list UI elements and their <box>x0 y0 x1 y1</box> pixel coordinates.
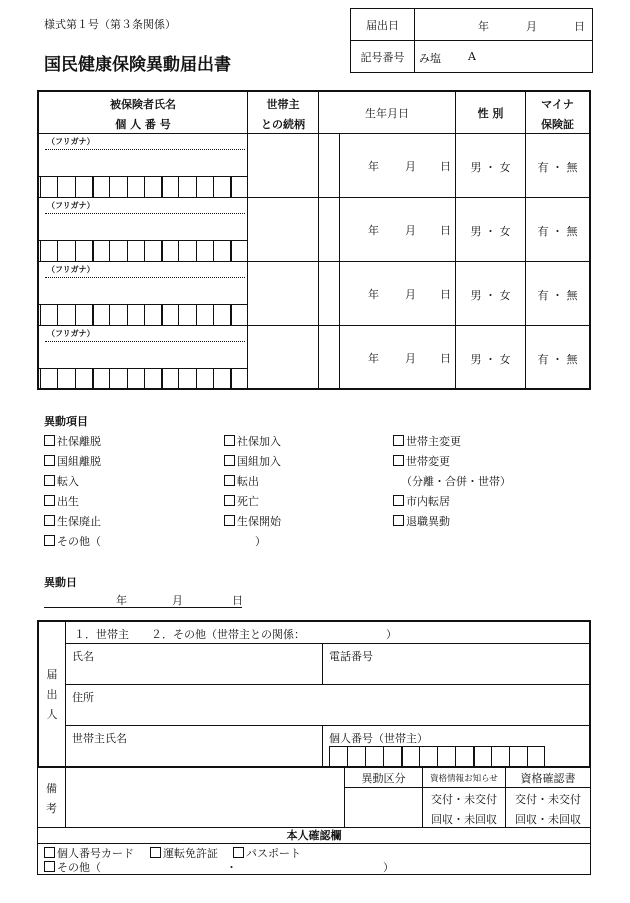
notice-issued[interactable] <box>423 791 505 807</box>
notice-collected[interactable] <box>423 811 505 827</box>
furigana-line <box>45 341 245 342</box>
checkbox[interactable] <box>44 515 55 526</box>
change-item[interactable] <box>393 513 450 529</box>
change-item-label: 社保離脱 <box>57 435 101 448</box>
relation-close: ） <box>386 628 397 641</box>
card-options: 有 ・ 無 <box>537 161 578 174</box>
member-gender-cell[interactable] <box>456 326 526 389</box>
header-gender: 性 別 <box>456 92 526 134</box>
checkbox[interactable] <box>224 455 235 466</box>
member-name-cell[interactable] <box>39 198 248 262</box>
number-cell[interactable] <box>509 746 527 766</box>
name-label: 氏名 <box>72 650 94 663</box>
birth-year: 年 <box>368 288 379 301</box>
change-item-label: 死亡 <box>237 495 259 508</box>
relation-text: １．世帯主 ２．その他（世帯主との関係： <box>74 628 305 641</box>
number-cell-divider <box>161 369 163 390</box>
change-type-label: 異動区分 <box>345 768 423 788</box>
cert-issued-text: 交付・未交付 <box>515 793 581 806</box>
identity-opt3-label: パスポート <box>246 847 301 860</box>
number-cell-divider <box>213 369 214 390</box>
member-name-cell[interactable] <box>39 262 248 326</box>
identity-other-label: その他（ <box>57 861 101 874</box>
address-field[interactable] <box>66 685 589 726</box>
change-item[interactable] <box>393 453 450 469</box>
code-letter: A <box>468 50 476 63</box>
filing-month: 月 <box>526 20 537 33</box>
change-item[interactable] <box>224 453 281 469</box>
number-cell-divider <box>196 241 197 262</box>
code-prefix: み塩 <box>419 52 441 65</box>
remarks-field[interactable] <box>66 768 345 827</box>
change-item-other[interactable] <box>44 533 101 549</box>
member-name-cell[interactable] <box>39 134 248 198</box>
change-items-grid <box>44 433 604 533</box>
checkbox[interactable] <box>393 435 404 446</box>
change-item-label: 生保廃止 <box>57 515 101 528</box>
header-name-bottom: 個 人 番 号 <box>115 118 171 131</box>
header-birth: 生年月日 <box>319 92 456 134</box>
header-relation-top: 世帯主 <box>266 98 300 111</box>
member-relation-cell[interactable] <box>248 134 319 198</box>
number-cell-divider <box>213 177 214 198</box>
card-options: 有 ・ 無 <box>537 289 578 302</box>
header-name <box>39 92 248 134</box>
identity-opt1-label: 個人番号カード <box>57 847 134 860</box>
identity-opt2-label: 運転免許証 <box>163 847 218 860</box>
code-field[interactable] <box>415 41 592 72</box>
member-relation-cell[interactable] <box>248 198 319 262</box>
filing-date-label: 届出日 <box>351 9 415 41</box>
gender-options: 男 ・ 女 <box>470 225 511 238</box>
header-card <box>526 92 589 134</box>
number-cell-divider <box>178 369 179 390</box>
change-items-heading: 異動項目 <box>44 415 88 428</box>
change-date-year: 年 <box>116 594 127 607</box>
number-cell-divider <box>75 177 76 198</box>
number-cell[interactable] <box>455 746 473 766</box>
header-relation <box>248 92 319 134</box>
number-cell-divider <box>109 305 110 326</box>
card-options: 有 ・ 無 <box>537 353 578 366</box>
member-card-cell[interactable] <box>526 262 589 326</box>
change-item-label: 出生 <box>57 495 79 508</box>
checkbox[interactable] <box>393 515 404 526</box>
member-relation-cell[interactable] <box>248 262 319 326</box>
checkbox[interactable] <box>224 475 235 486</box>
number-cell-divider <box>75 305 76 326</box>
member-number-cells[interactable] <box>39 368 247 390</box>
change-item[interactable] <box>44 473 79 489</box>
number-cell-divider <box>127 369 128 390</box>
cert-label: 資格確認書 <box>506 768 590 788</box>
head-name-label: 世帯主氏名 <box>72 732 127 745</box>
member-name-cell[interactable] <box>39 326 248 389</box>
number-cell[interactable] <box>383 746 401 766</box>
header-card-top: マイナ <box>541 98 574 111</box>
number-cell-divider <box>161 177 163 198</box>
header-card-bottom: 保険証 <box>541 118 574 131</box>
member-birth-cell[interactable] <box>319 134 456 198</box>
checkbox[interactable] <box>44 495 55 506</box>
cert-collected-text: 回収・未回収 <box>515 813 581 826</box>
change-item-label: 転入 <box>57 475 79 488</box>
era-divider <box>339 134 340 197</box>
checkbox[interactable] <box>224 515 235 526</box>
member-gender-cell[interactable] <box>456 262 526 326</box>
change-item-label: 生保開始 <box>237 515 281 528</box>
remarks-side-bottom: 考 <box>46 802 57 815</box>
number-cell[interactable] <box>347 746 365 766</box>
change-item-label: 国組離脱 <box>57 455 101 468</box>
member-gender-cell[interactable] <box>456 198 526 262</box>
number-cell-divider <box>92 305 94 326</box>
applicant-side-2: 出 <box>46 688 58 701</box>
number-cell-divider <box>57 305 58 326</box>
gender-options: 男 ・ 女 <box>470 353 511 366</box>
number-cell-divider <box>213 241 214 262</box>
change-item-label: （分離・合併・世帯） <box>401 475 511 488</box>
change-item[interactable] <box>224 433 281 449</box>
filing-year: 年 <box>478 20 489 33</box>
checkbox[interactable] <box>44 861 55 872</box>
number-cell-divider <box>109 369 110 390</box>
notice-label: 資格情報お知らせ <box>423 768 506 788</box>
member-card-cell[interactable] <box>526 326 589 389</box>
change-item-other-close: ） <box>255 535 266 548</box>
number-cell[interactable] <box>527 746 545 766</box>
cert-collected[interactable] <box>506 811 590 827</box>
number-cell-divider <box>178 305 179 326</box>
number-cell-divider <box>178 241 179 262</box>
birth-day: 日 <box>440 352 451 365</box>
number-cell-divider <box>144 305 145 326</box>
checkbox[interactable] <box>224 435 235 446</box>
birth-month: 月 <box>405 160 416 173</box>
page-title: 国民健康保険異動届出書 <box>44 55 231 75</box>
number-cell-divider <box>57 241 58 262</box>
number-cell[interactable] <box>401 746 419 766</box>
number-cell-divider <box>161 241 163 262</box>
number-cell-divider <box>144 241 145 262</box>
checkbox[interactable] <box>44 435 55 446</box>
identity-heading: 本人確認欄 <box>38 828 590 844</box>
checkbox[interactable] <box>44 475 55 486</box>
change-item-label: 世帯主変更 <box>406 435 461 448</box>
birth-year: 年 <box>368 160 379 173</box>
number-cell-divider <box>178 177 179 198</box>
number-cell-divider <box>75 241 76 262</box>
change-item[interactable] <box>224 493 259 509</box>
head-name-field[interactable] <box>66 726 323 766</box>
number-cell[interactable] <box>329 746 347 766</box>
era-divider <box>339 326 340 389</box>
number-cell-divider <box>57 369 58 390</box>
furigana-label: （フリガナ） <box>47 264 95 274</box>
change-item-label: 市内転居 <box>406 495 450 508</box>
number-cell-divider <box>213 305 214 326</box>
change-item-label: 国組加入 <box>237 455 281 468</box>
birth-day: 日 <box>440 288 451 301</box>
birth-month: 月 <box>405 224 416 237</box>
member-table <box>37 90 591 390</box>
change-type-field[interactable] <box>345 788 423 827</box>
number-cell-divider <box>57 177 58 198</box>
form-number: 様式第１号（第３条関係） <box>44 18 176 31</box>
change-item-label: 転出 <box>237 475 259 488</box>
member-card-cell[interactable] <box>526 134 589 198</box>
identity-opt2[interactable] <box>150 845 218 861</box>
furigana-line <box>45 277 245 278</box>
furigana-label: （フリガナ） <box>47 200 95 210</box>
checkbox[interactable] <box>393 455 404 466</box>
filing-day: 日 <box>574 20 585 33</box>
change-item-label: 世帯変更 <box>406 455 450 468</box>
number-cell-divider <box>127 177 128 198</box>
number-cell-divider <box>230 241 232 262</box>
change-date-month: 月 <box>172 594 183 607</box>
number-cell-divider <box>230 369 232 390</box>
birth-year: 年 <box>368 224 379 237</box>
gender-options: 男 ・ 女 <box>470 289 511 302</box>
change-date-field[interactable] <box>44 592 242 608</box>
change-item <box>401 473 511 489</box>
furigana-label: （フリガナ） <box>47 136 95 146</box>
filing-box <box>350 8 593 73</box>
furigana-line <box>45 149 245 150</box>
member-number-cells[interactable] <box>39 240 247 262</box>
member-number-cells[interactable] <box>39 176 247 198</box>
applicant-box <box>37 620 591 768</box>
identity-opt3[interactable] <box>233 845 301 861</box>
number-cell-divider <box>144 369 145 390</box>
identity-dot: ・ <box>226 861 237 874</box>
member-card-cell[interactable] <box>526 198 589 262</box>
change-item[interactable] <box>224 473 259 489</box>
furigana-label: （フリガナ） <box>47 328 95 338</box>
era-divider <box>339 198 340 261</box>
relation-row[interactable] <box>66 622 589 644</box>
remarks-side-top: 備 <box>46 782 57 795</box>
member-birth-cell[interactable] <box>319 326 456 389</box>
number-cell-divider <box>230 305 232 326</box>
number-cell-divider <box>196 369 197 390</box>
number-cell-divider <box>109 177 110 198</box>
identity-close: ） <box>383 861 394 874</box>
member-relation-cell[interactable] <box>248 326 319 389</box>
number-cell-divider <box>75 369 76 390</box>
notice-issued-text: 交付・未交付 <box>431 793 497 806</box>
card-options: 有 ・ 無 <box>537 225 578 238</box>
change-item-other-label: その他（ <box>57 535 101 548</box>
number-cell-divider <box>127 241 128 262</box>
change-item[interactable] <box>44 493 79 509</box>
number-cell-divider <box>40 369 41 390</box>
change-item[interactable] <box>44 513 101 529</box>
number-cell[interactable] <box>473 746 491 766</box>
identity-other[interactable] <box>44 859 101 875</box>
number-cell-divider <box>92 241 94 262</box>
number-cell-divider <box>230 177 232 198</box>
number-cell-divider <box>40 305 41 326</box>
identity-box <box>37 828 591 875</box>
checkbox[interactable] <box>44 847 55 858</box>
address-label: 住所 <box>72 691 94 704</box>
member-gender-cell[interactable] <box>456 134 526 198</box>
number-cell[interactable] <box>419 746 437 766</box>
head-number-label: 個人番号（世帯主） <box>329 732 428 745</box>
number-cell[interactable] <box>437 746 455 766</box>
head-number-field[interactable] <box>323 726 589 766</box>
member-number-cells[interactable] <box>39 304 247 326</box>
number-cell-divider <box>144 177 145 198</box>
applicant-side-3: 人 <box>46 708 58 721</box>
code-label: 記号番号 <box>351 41 415 72</box>
number-cell-divider <box>196 305 197 326</box>
applicant-side-1: 届 <box>46 668 58 681</box>
era-divider <box>339 262 340 325</box>
checkbox[interactable] <box>393 495 404 506</box>
checkbox[interactable] <box>150 847 161 858</box>
number-cell-divider <box>109 241 110 262</box>
gender-options: 男 ・ 女 <box>470 161 511 174</box>
number-cell-divider <box>40 177 41 198</box>
change-item[interactable] <box>393 433 461 449</box>
number-cell-divider <box>127 305 128 326</box>
applicant-side <box>39 622 66 766</box>
change-item[interactable] <box>44 453 101 469</box>
number-cell-divider <box>40 241 41 262</box>
number-cell-divider <box>92 369 94 390</box>
birth-day: 日 <box>440 224 451 237</box>
remarks-side <box>38 768 66 827</box>
name-field[interactable] <box>66 644 323 685</box>
change-date-heading: 異動日 <box>44 576 77 589</box>
header-name-top: 被保険者氏名 <box>110 98 176 111</box>
change-item-label: 社保加入 <box>237 435 281 448</box>
checkbox[interactable] <box>44 455 55 466</box>
change-date-day: 日 <box>232 594 243 607</box>
birth-year: 年 <box>368 352 379 365</box>
number-cell[interactable] <box>491 746 509 766</box>
change-item[interactable] <box>224 513 281 529</box>
remarks-box <box>37 768 591 828</box>
number-cell-divider <box>92 177 94 198</box>
member-birth-cell[interactable] <box>319 198 456 262</box>
checkbox[interactable] <box>224 495 235 506</box>
number-cell-divider <box>196 177 197 198</box>
number-cell[interactable] <box>365 746 383 766</box>
phone-field[interactable] <box>323 644 589 685</box>
notice-collected-text: 回収・未回収 <box>431 813 497 826</box>
filing-date-field[interactable] <box>415 9 592 41</box>
furigana-line <box>45 213 245 214</box>
checkbox[interactable] <box>44 535 55 546</box>
change-item[interactable] <box>393 493 450 509</box>
number-cell-divider <box>161 305 163 326</box>
birth-day: 日 <box>440 160 451 173</box>
cert-issued[interactable] <box>506 791 590 807</box>
member-birth-cell[interactable] <box>319 262 456 326</box>
header-relation-bottom: との続柄 <box>261 118 305 131</box>
birth-month: 月 <box>405 352 416 365</box>
checkbox[interactable] <box>233 847 244 858</box>
change-item[interactable] <box>44 433 101 449</box>
birth-month: 月 <box>405 288 416 301</box>
phone-label: 電話番号 <box>329 650 373 663</box>
change-item-label: 退職異動 <box>406 515 450 528</box>
